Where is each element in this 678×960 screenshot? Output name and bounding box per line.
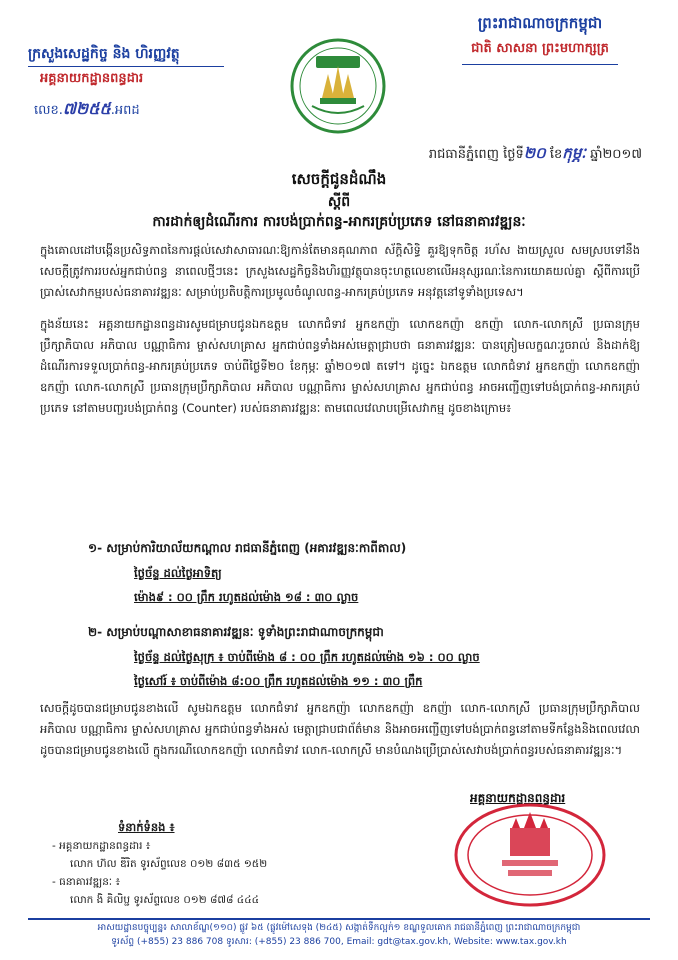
schedule-1-item-2: ម៉ោង៩ : ០០ ព្រឹក រហូតដល់ម៉ោង ១៨ : ៣០ ល្ងាច bbox=[134, 590, 359, 604]
notice-subject-label: ស្តីពី bbox=[327, 194, 351, 210]
schedule-1-item-1: ថ្ងៃច័ន្ទ ដល់ថ្ងៃអាទិត្យ bbox=[134, 566, 222, 580]
national-motto: ជាតិ សាសនា ព្រះមហាក្សត្រ bbox=[471, 41, 609, 56]
ref-number: ៧២៥៥ bbox=[62, 99, 111, 118]
date-day: ២០ bbox=[523, 144, 546, 162]
official-stamp-icon bbox=[450, 800, 610, 910]
schedule-heading-1: ១- សម្រាប់ការិយាល័យកណ្តាល រាជធានីភ្នំពេញ (អគារវឌ្ឍនៈកាពីតាល) bbox=[88, 541, 407, 555]
reference-number bbox=[34, 98, 140, 122]
date-line bbox=[429, 144, 642, 166]
date-month-label: ខែ bbox=[549, 147, 563, 162]
signer-title: អគ្គនាយកដ្ឋានពន្ធដារ bbox=[470, 791, 566, 805]
contact-person-1: លោក ហ៊ល ឌីរិត ទូរស័ព្ទលេខ ០១២ ៨៣៥ ១៥២ bbox=[70, 858, 268, 870]
schedule-heading-2: ២- សម្រាប់បណ្តាសាខាធនាគារវឌ្ឍនៈ ទូទាំងព្រះរាជាណាចក្រកម្ពុជា bbox=[88, 625, 384, 639]
closing-paragraph: សេចក្តីដូចបានជម្រាបជូនខាងលើ សូមឯកឧត្តម លោកជំទាវ អ្នកឧកញ៉ា លោកឧកញ៉ា ឧកញ៉ា លោក-លោកស្រី ប្រធានក្រុមប្រឹក្សាភិបាល អភិបាល បណ្ណាធិការ ម្ចាស់សហគ្រាស អ្នកជាប់ពន្ធទាំងអស់ មេត្តាជ្រាបជាព័ត៌មាន និងអាចអញ្ជើញទៅបង់ប្រាក់ពន្ធនៅតាមទីកន្លែងនិងពេលវេលាដូចបានជម្រាបជូនខាងលើ ក្នុងករណីលោកឧកញ៉ា លោកជំទាវ លោក-លោកស្រី មានបំណងប្រើប្រាស់សេវាបង់ប្រាក់ពន្ធរបស់ធនាគារវឌ្ឍនៈ។ bbox=[40, 701, 640, 757]
gdt-logo-icon bbox=[282, 36, 394, 136]
date-month: កុម្ភៈ bbox=[562, 144, 586, 162]
contact-org-1: - អគ្គនាយកដ្ឋានពន្ធដារ ៖ bbox=[52, 840, 151, 852]
schedule-2-item-2: ថ្ងៃសៅរ៍ ៖ ចាប់ពីម៉ោង ៨:០០ ព្រឹក រហូតដល់ម៉ោង ១១ : ៣០ ព្រឹក bbox=[134, 674, 423, 688]
notice-title: សេចក្តីជូនដំណឹង bbox=[291, 170, 387, 188]
footer-address: អាសយដ្ឋានបច្ចុប្បន្ន៖ សាលាខ័ណ្ឌ(១១០) ផ្លូវ ៦៥ (ផ្លូវម៉ៅសេទុង (២៤៥) សង្កាត់ទឹកល្អក់១ ខណ្ឌទួលគោក រាជធានីភ្នំពេញ ព្រះរាជាណាចក្រកម្ពុជា bbox=[97, 923, 581, 933]
date-year: ឆ្នាំ២០១៧ bbox=[590, 147, 642, 162]
contact-org-2: - ធនាគារវឌ្ឍនៈ ៖ bbox=[52, 876, 121, 888]
date-prefix: រាជធានីភ្នំពេញ ថ្ងៃទី bbox=[428, 147, 524, 162]
contact-person-2: លោក ងិ គិលិប្ជ ទូរស័ព្ទលេខ ០១២ ៨៧៨ ៤៤៤ bbox=[70, 894, 260, 906]
ministry-name: ក្រសួងសេដ្ឋកិច្ច និង ហិរញ្ញវត្ថុ bbox=[28, 46, 180, 62]
schedule-2-item-1: ថ្ងៃច័ន្ទ ដល់ថ្ងៃសុក្រ ៖ ចាប់ពីម៉ោង ៨ : ០០ ព្រឹក រហូតដល់ម៉ោង ១៦ : ០០ ល្ងាច bbox=[134, 650, 480, 664]
contact-title: ទំនាក់ទំនង ៖ bbox=[118, 820, 175, 834]
motto-underline bbox=[462, 64, 618, 65]
kingdom-name: ព្រះរាជាណាចក្រកម្ពុជា bbox=[477, 14, 603, 32]
ref-suffix: .អពដ bbox=[110, 103, 140, 118]
body-paragraph-2: ក្នុងន័យនេះ អគ្គនាយកដ្ឋានពន្ធដារសូមជម្រាបជូនឯកឧត្តម លោកជំទាវ អ្នកឧកញ៉ា លោកឧកញ៉ា ឧកញ៉ា លោក-លោកស្រី ប្រធានក្រុមប្រឹក្សាភិបាល អភិបាល បណ្ណាធិការ ម្ចាស់សហគ្រាស អ្នកជាប់ពន្ធទាំងអស់មេត្តាជ្រាបថា ធនាគារវឌ្ឍនៈ បានត្រៀមលក្ខណៈរួចរាល់ និងដាក់ឱ្យដំណើរការទទួលប្រាក់ពន្ធ-អាករគ្រប់ប្រភេទ ចាប់ពីថ្ងៃទី២០ ខែកុម្ភៈ ឆ្នាំ២០១៧ តទៅ។ ដូច្នេះ ឯកឧត្តម លោកជំទាវ អ្នកឧកញ៉ា លោកឧកញ៉ា ឧកញ៉ា លោក-លោកស្រី ប្រធានក្រុមប្រឹក្សាភិបាល អភិបាល បណ្ណាធិការ ម្ចាស់សហគ្រាស អ្នកជាប់ពន្ធ អាចអញ្ជើញទៅបង់ប្រាក់ពន្ធ-អាករគ្រប់ប្រភេទ នៅតាមបញ្ជរបង់ប្រាក់ពន្ធ (Counter) របស់ធនាគារវឌ្ឍនៈ តាមពេលវេលាបម្រើសេវាកម្ម ដូចខាងក្រោម៖ bbox=[40, 317, 640, 415]
notice-subject: ការដាក់ឲ្យដំណើរការ ការបង់ប្រាក់ពន្ធ-អាករគ្រប់ប្រភេទ នៅធនាគារវឌ្ឍនៈ bbox=[152, 214, 526, 230]
department-name: អគ្គនាយកដ្ឋានពន្ធដារ bbox=[40, 71, 144, 86]
ministry-underline bbox=[28, 66, 224, 67]
footer-divider bbox=[28, 918, 650, 920]
body-paragraph-1: ក្នុងគោលដៅបង្កើនប្រសិទ្ធភាពនៃការផ្តល់សេវាសាធារណៈឱ្យកាន់តែមានគុណភាព ស័ក្តិសិទ្ធិ គួរឱ្យទុកចិត្ត រហ័ស ងាយស្រួល សមស្របទៅនឹងសេចក្តីត្រូវការរបស់អ្នកជាប់ពន្ធ នាពេលថ្មីៗនេះ ក្រសួងសេដ្ឋកិច្ចនិងហិរញ្ញវត្ថុបានចុះហត្ថលេខាលើអនុស្សរណៈនៃការយោគយល់គ្នា ស្តីពីការប្រើប្រាស់សេវាកម្មរបស់ធនាគារវឌ្ឍនៈ សម្រាប់ប្រតិបត្តិការប្រមូលចំណូលពន្ធ-អាករគ្រប់ប្រភេទ អនុវត្តនៅទូទាំងប្រទេស។ bbox=[40, 243, 640, 299]
ref-prefix: លេខ. bbox=[34, 103, 63, 118]
footer-contact: ទូរស័ព្ទ (+855) 23 886 708 ទូរសារ: (+855) 23 886 700, Email: gdt@tax.gov.kh, Website: www.tax.gov.kh bbox=[111, 937, 567, 947]
